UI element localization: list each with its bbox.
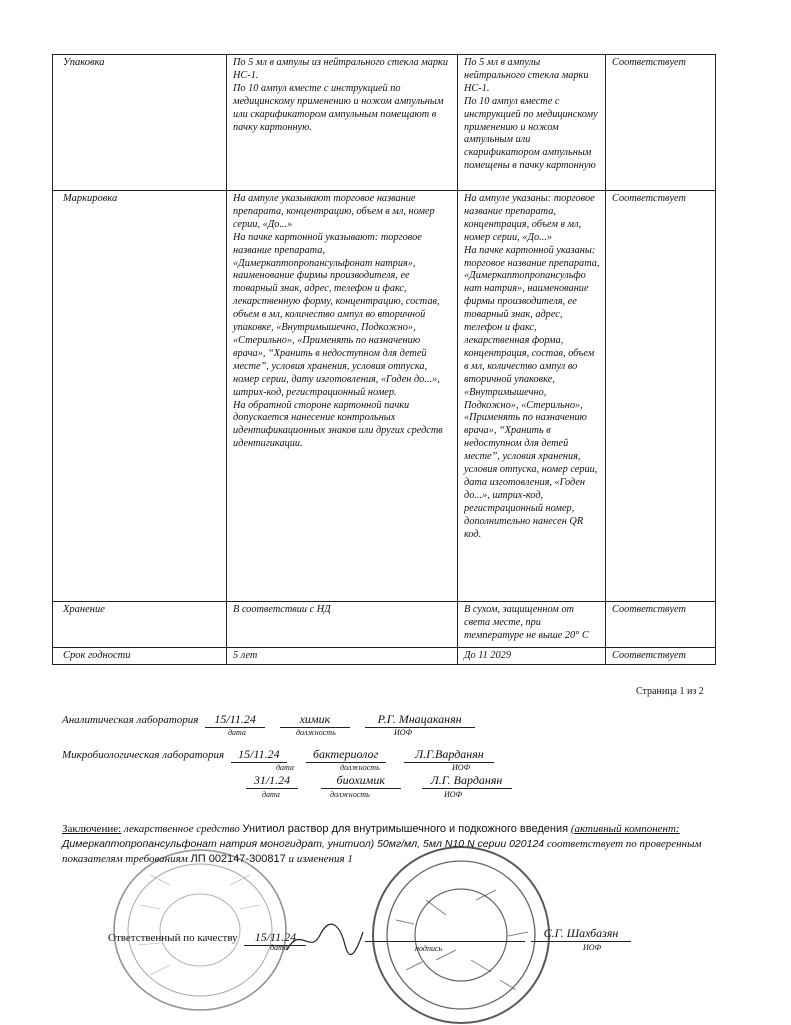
spec-table xyxy=(52,54,716,665)
lab-stamp-seal xyxy=(110,845,290,1015)
conclusion-lp: ЛП 002147-300817 xyxy=(190,853,286,865)
analytical-position-caption: должность xyxy=(296,728,336,737)
table-row xyxy=(53,648,716,665)
row-requirement xyxy=(227,191,458,602)
result-paragraph: По 5 мл в ампулы нейтрального стекла марки НС-1. xyxy=(464,57,589,94)
company-stamp-seal xyxy=(366,840,556,1025)
conclusion-label: Заключение: xyxy=(62,823,122,835)
analytical-lab-label: Аналитическая лаборатория xyxy=(62,714,199,726)
row-result xyxy=(458,191,606,602)
requirement-paragraph: 5 лет xyxy=(233,650,258,661)
microbiological-position-caption: должность xyxy=(340,763,380,772)
row-parameter-name: Маркировка xyxy=(53,191,227,602)
biochem-date-caption: дата xyxy=(262,790,280,799)
biochem-name: Л.Г. Варданян xyxy=(422,773,512,789)
row-requirement xyxy=(227,602,458,648)
biochem-name-caption: ИОФ xyxy=(444,790,463,799)
row-conclusion: Соответствует xyxy=(606,648,716,665)
biochem-date: 31/1.24 xyxy=(246,773,298,789)
responsible-name-caption: ИОФ xyxy=(583,943,602,952)
microbiological-name: Л.Г.Варданян xyxy=(404,747,494,763)
microbiological-lab-label: Микробиологическая лаборатория xyxy=(62,749,225,761)
requirement-paragraph: На ампуле указывают торговое название препарата, концентрацию, объем в мл, номер серии, «До...» xyxy=(233,193,435,230)
responsible-date-caption: дата xyxy=(270,943,288,952)
row-requirement xyxy=(227,55,458,191)
row-result xyxy=(458,602,606,648)
responsible-date: 15/11.24 xyxy=(244,930,306,946)
conclusion-active-label: (активный компонент: xyxy=(570,823,680,835)
row-result xyxy=(458,648,606,665)
biochem-line xyxy=(246,773,512,789)
responsible-name: С.Г. Шахбазян xyxy=(531,926,631,942)
microbiological-lab-line xyxy=(62,747,494,763)
conclusion-component: Димеркаптопропансульфонат натрия моногидрат, унитиол) 50мг/мл, 5мл N10 N серии 020124 xyxy=(62,838,545,850)
row-requirement xyxy=(227,648,458,665)
row-parameter-name: Хранение xyxy=(53,602,227,648)
conclusion-text2: соответствует по проверенным показателям требованиям xyxy=(62,838,702,865)
conclusion-text1: лекарственное средство xyxy=(123,823,240,835)
analytical-date: 15/11.24 xyxy=(205,712,265,728)
microbiological-date: 15/11.24 xyxy=(231,747,287,763)
requirement-paragraph: На обратной стороне картонной пачки допускается нанесение контрольных идентификационных знаков или других средств идентигикации. xyxy=(233,399,443,450)
result-paragraph: На пачке картонной указаны: торговое название препарата, «Димеркаптопропансульфо нат натрия», наименование фирмы производителя, ее товарный знак, адрес, телефон и факс, лекарственная форма, концентрация, состав, объем в мл, количество ампул во вторичной упаковке, «Внутримышечно, Подкожно», «Стерильно», «Применять по назначению врача», “Хранить в недоступном для детей месте”, условия хранения, условия отпуска, номер серии, дата изготовления, «Годен до...», штрих-код, регистрационный номер, дополнительно нанесен QR код. xyxy=(464,244,600,540)
requirement-paragraph: По 10 ампул вместе с инструкцией по медицинскому применению и ножом ампульным или скарификатором ампульным помещают в пачку картонную. xyxy=(233,82,444,133)
microbiological-name-caption: ИОФ xyxy=(452,763,471,772)
table-row xyxy=(53,602,716,648)
row-parameter-name: Упаковка xyxy=(53,55,227,191)
analytical-name-caption: ИОФ xyxy=(394,728,413,737)
row-conclusion: Соответствует xyxy=(606,191,716,602)
conclusion-product: Унитиол раствор для внутримышечного и подкожного введения xyxy=(242,823,569,835)
microbiological-position: бактериолог xyxy=(306,747,386,763)
result-paragraph: По 10 ампул вместе с инструкцией по медицинскому применению и ножом ампульным или скарификатором ампульным помещены в пачку картонную xyxy=(464,95,598,172)
table-row xyxy=(53,191,716,602)
result-paragraph: В сухом, защищенном от света месте, при температуре не выше 20° С xyxy=(464,604,589,641)
result-paragraph: На ампуле указаны: торговое название препарата, концентрация, объем в мл, номер серии, «До...» xyxy=(464,193,595,243)
row-result xyxy=(458,55,606,191)
page-number: Страница 1 из 2 xyxy=(636,686,704,697)
requirement-paragraph: На пачке картонной указывают: торговое название препарата, «Димеркаптопропансульфонат натрия», наименование фирмы производителя, ее товарный знак, адрес, телефон и факс, лекарственную форму, концентрацию, состав, объем в мл, количество ампул во вторичной упаковке, «Внутримышечно, Подкожно», «Стерильно», «Применять по назначению врача», “Хранить в недоступном для детей месте”, условия хранения, условия отпуска, номер серии, дату изготовления, «Годен до...», штрих-код, регистрационный номер. xyxy=(233,231,440,398)
row-conclusion: Соответствует xyxy=(606,602,716,648)
analytical-position: химик xyxy=(280,712,350,728)
handwritten-signature xyxy=(285,920,365,960)
requirement-paragraph: По 5 мл в ампулы из нейтрального стекла марки НС-1. xyxy=(233,57,449,81)
result-paragraph: До 11 2029 xyxy=(464,650,511,661)
row-conclusion: Соответствует xyxy=(606,55,716,191)
analytical-lab-line xyxy=(62,712,475,728)
requirement-paragraph: В соответствии с НД xyxy=(233,604,331,615)
row-parameter-name: Срок годности xyxy=(53,648,227,665)
responsible-label: Ответственный по качеству xyxy=(108,932,238,944)
microbiological-date-caption: дата xyxy=(276,763,294,772)
biochem-position-caption: должность xyxy=(330,790,370,799)
biochem-position: биохимик xyxy=(321,773,401,789)
conclusion-text3: и изменения 1 xyxy=(288,853,353,865)
analytical-date-caption: дата xyxy=(228,728,246,737)
table-row xyxy=(53,55,716,191)
signature-caption: подпись xyxy=(415,944,443,953)
analytical-name: Р.Г. Мнацаканян xyxy=(365,712,475,728)
